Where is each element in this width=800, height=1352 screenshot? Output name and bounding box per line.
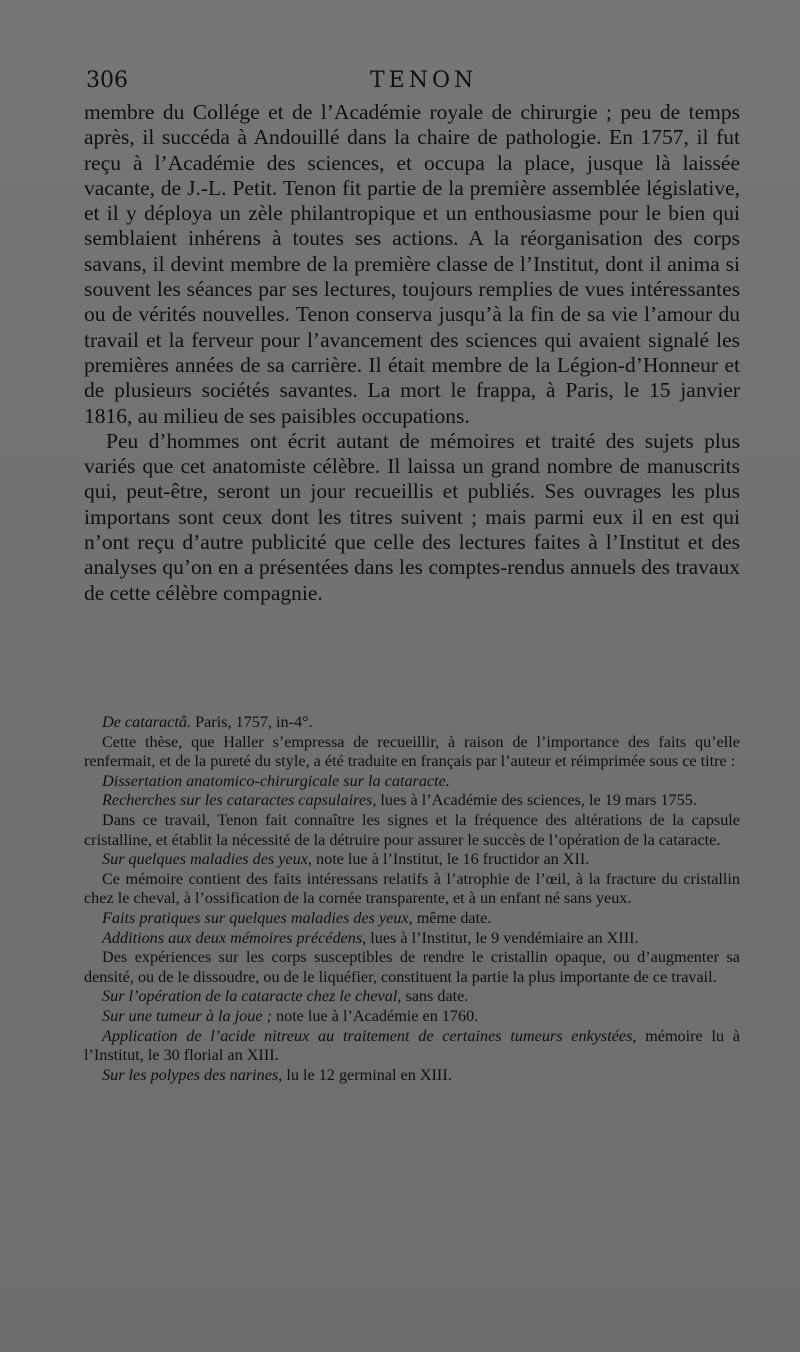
bibliography-entry (84, 811, 740, 850)
entry-text: lues à l’Académie des sciences, le 19 mars 1755. (376, 791, 697, 810)
entry-text: note lue à l’Académie en 1760. (271, 1006, 479, 1025)
entry-text: , lues à l’Institut, le 9 vendémiaire an XIII. (362, 928, 639, 947)
entry-text: Ce mémoire contient des faits intéressans relatifs à l’atrophie de l’œil, à la fracture du cristallin chez le cheval, à l’ossification de la cornée transparente, et à un enfant né sans yeux. (84, 869, 740, 908)
work-title: Sur quelques maladies des yeux (102, 850, 308, 869)
bibliography-entry (84, 1066, 740, 1086)
entry-text: Dans ce travail, Tenon fait connaître les signes et la fréquence des altérations de la capsule cristalline, et établit la nécessité de la détruire pour assurer le succès de l’opération de la cataracte. (84, 810, 740, 849)
entry-text: , mémoire lu à l’Institut, le 30 florial an XIII. (84, 1026, 741, 1065)
bibliography-entry (84, 929, 740, 949)
entry-text: , lu le 12 germinal en XIII. (278, 1065, 452, 1084)
page-number: 306 (86, 68, 128, 93)
entry-text: , note lue à l’Institut, le 16 fructidor an XII. (307, 850, 590, 869)
work-title: Application de l’acide nitreux au traitement de certaines tumeurs enkystées (102, 1026, 633, 1045)
body-paragraph: Peu d’hommes ont écrit autant de mémoires et traité des sujets plus variés que cet anatomiste célèbre. Il laissa un grand nombre de manuscrits qui, peut-être, seront un jour recueillis et publiés. Ses ouvrages les plus importans sont ceux dont les titres suivent ; mais parmi eux il en est qui n’ont reçu d’autre publicité que celle des lectures faites à l’Institut et des analyses qu’on en a présentées dans les comptes-rendus annuels des travaux de cette célèbre compagnie. (84, 428, 740, 605)
work-title: Dissertation anatomico-chirurgicale sur la cataracte. (102, 771, 450, 790)
running-title: TENON (370, 68, 478, 93)
work-title: Sur l’opération de la cataracte chez le cheval (102, 987, 398, 1006)
work-title: Additions aux deux mémoires précédens (102, 928, 363, 947)
body-paragraph: membre du Collége et de l’Académie royale de chirurgie ; peu de temps après, il succéda à Andouillé dans la chaire de pathologie. En 1757, il fut reçu à l’Académie des sciences, et occupa la place, jusque là laissée vacante, de J.-L. Petit. Tenon fit partie de la première assemblée législative, et il y déploya un zèle philantropique et un enthousiasme pour le bien qui semblaient inhérens à toutes ses actions. A la réorganisation des corps savans, il devint membre de la première classe de l’Institut, dont il anima si souvent les séances par ses lectures, toujours remplies de vues intéressantes ou de vérités nouvelles. Tenon conserva jusqu’à la fin de sa vie l’amour du travail et la ferveur pour l’avancement des sciences qui avaient signalé les premières années de sa carrière. Il était membre de la Légion-d’Honneur et de plusieurs sociétés savantes. La mort le frappa, à Paris, le 15 janvier 1816, au milieu de ses paisibles occupations. (84, 100, 740, 428)
bibliography-entry (84, 1007, 740, 1027)
bibliography-entry (84, 948, 740, 987)
bibliography-entry (84, 987, 740, 1007)
entry-text: , sans date. (397, 987, 469, 1006)
bibliography-entry (84, 909, 740, 929)
bibliography-entry (84, 733, 740, 772)
work-title: Sur les polypes des narines (102, 1065, 279, 1084)
work-title: De cataractâ. (102, 713, 192, 731)
bibliography-list (84, 713, 740, 1085)
bibliography-entry (84, 1027, 740, 1066)
entry-text: Des expériences sur les corps susceptibles de rendre le cristallin opaque, ou d’augmenter sa densité, ou de le dissoudre, ou de le liquéfier, constituent la partie la plus importante de ce travail. (84, 948, 740, 986)
work-title: Faits pratiques sur quelques maladies des yeux (102, 908, 409, 927)
body-text (84, 100, 740, 606)
entry-text: , même date. (408, 908, 492, 927)
running-head (86, 68, 746, 102)
bibliography-entry (84, 850, 740, 870)
bibliography-entry (84, 791, 740, 811)
work-title: Recherches sur les cataractes capsulaires, (102, 791, 377, 810)
entry-text: Cette thèse, que Haller s’empressa de recueillir, à raison de l’importance des faits qu’elle renfermait, et de la pureté du style, a été traduite en français par l’auteur et réimprimée sous ce titre : (84, 732, 740, 771)
bibliography-entry (84, 870, 740, 909)
entry-text: Paris, 1757, in-4°. (191, 713, 313, 731)
work-title: Sur une tumeur à la joue ; (102, 1006, 272, 1025)
bibliography-entry (84, 713, 740, 733)
bibliography-entry (84, 772, 740, 792)
